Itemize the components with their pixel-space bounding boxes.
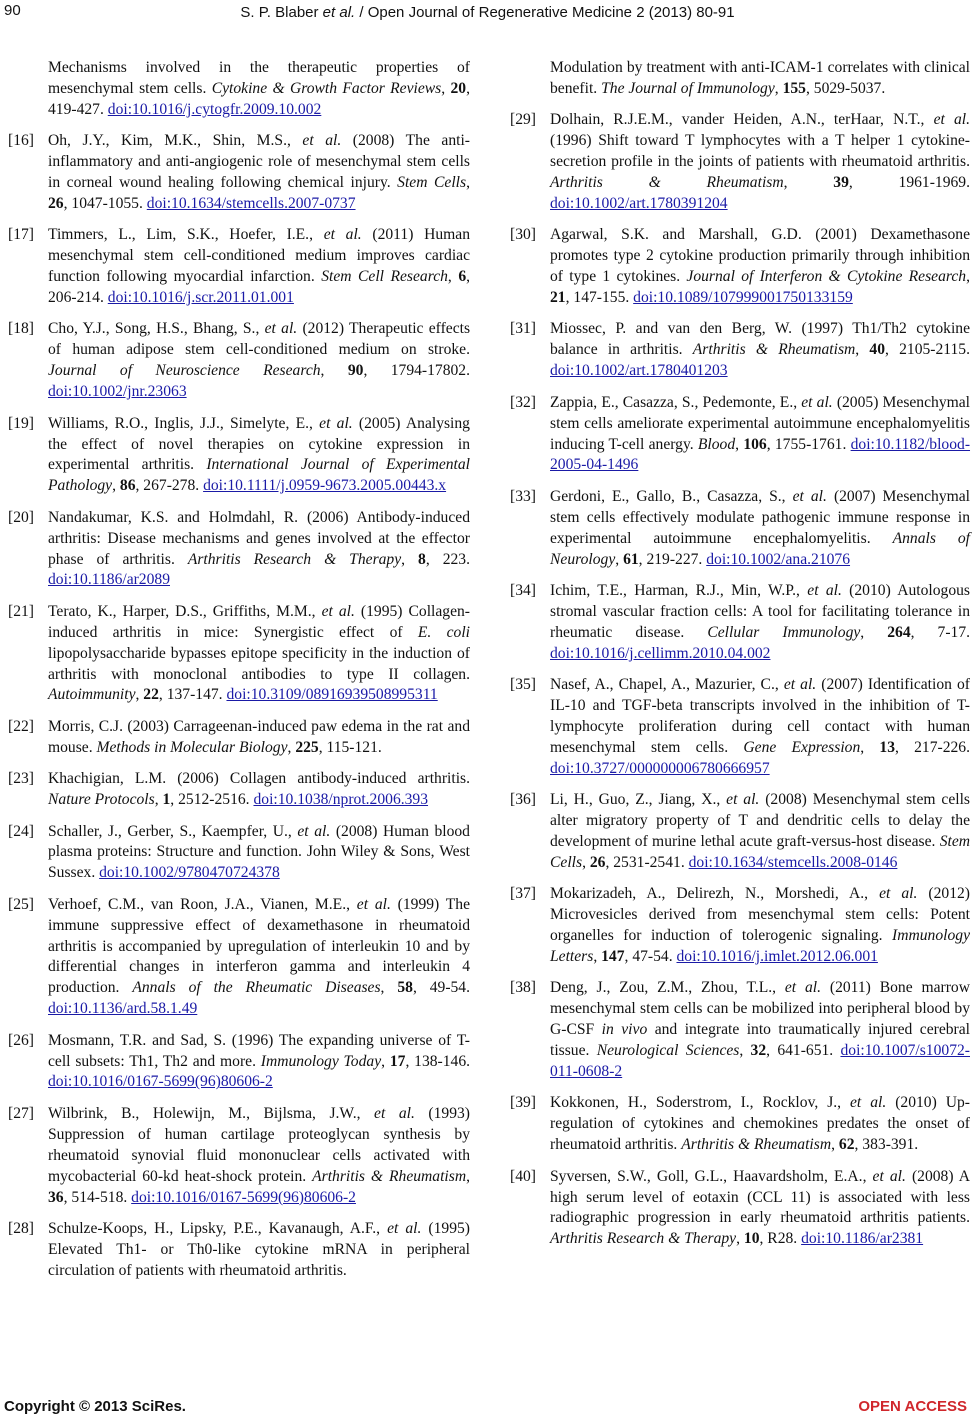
reference-volume: 106	[743, 435, 767, 453]
running-head-prefix: S. P. Blaber	[240, 4, 323, 21]
reference-italic-text: et al.	[297, 822, 331, 840]
reference-text: ,	[441, 79, 451, 97]
reference-volume: 10	[743, 1230, 760, 1248]
reference-text: Wilbrink, B., Holewijn, M., Bijlsma, J.W.,	[48, 1104, 375, 1122]
reference-number: [38]	[510, 979, 536, 997]
reference-entry	[8, 508, 470, 592]
reference-text: ,	[466, 1167, 470, 1185]
doi-link[interactable]: doi:10.3727/000000006780666957	[550, 759, 770, 777]
reference-text: Nandakumar, K.S. and Holmdahl, R. (2006) Antibody-induced arthritis: Disease mechanisms and genes involved at the effector phase of arthritis.	[48, 508, 470, 568]
reference-italic-text: Annals of Neurology	[550, 529, 970, 568]
reference-text: Miossec, P. and van den Berg, W. (1997) Th1/Th2 cytokine balance in arthritis.	[550, 320, 970, 359]
reference-text: , 115-121.	[318, 738, 382, 756]
reference-text: , 2512-2516.	[170, 791, 254, 809]
reference-italic-text: The Journal of Immunology	[601, 79, 775, 97]
open-access-label: OPEN ACCESS	[858, 1398, 967, 1415]
reference-volume: 225	[295, 738, 319, 756]
reference-text: , 2531-2541.	[605, 853, 689, 871]
reference-text: , 206-214.	[48, 268, 471, 307]
reference-text: , 223.	[425, 550, 470, 568]
page-number: 90	[4, 2, 21, 19]
reference-italic-text: Neurological Sciences	[596, 1042, 740, 1060]
reference-volume: 155	[782, 79, 806, 97]
reference-number: [18]	[8, 320, 34, 338]
doi-link[interactable]: doi:10.1186/ar2381	[801, 1230, 924, 1248]
reference-italic-text: Arthritis Research & Therapy	[550, 1230, 737, 1248]
reference-text: (2010) Autologous stromal vascular fraction cells: A tool for facilitating tolerance in rheumatic disease.	[550, 581, 970, 641]
reference-volume: 32	[750, 1042, 767, 1060]
doi-link[interactable]: doi:10.1038/nprot.2006.393	[253, 791, 429, 809]
reference-text: Khachigian, L.M. (2006) Collagen antibody-induced arthritis.	[48, 770, 470, 788]
reference-italic-text: Journal of Interferon & Cytokine Research	[686, 268, 967, 286]
reference-number: [34]	[510, 581, 536, 599]
reference-number: [31]	[510, 320, 536, 338]
reference-text: , 514-518.	[63, 1188, 132, 1206]
reference-number: [36]	[510, 791, 536, 809]
reference-italic-text: Annals of the Rheumatic Diseases	[132, 979, 381, 997]
reference-entry	[8, 1104, 470, 1209]
reference-text: (2012) Therapeutic effects of human adipose stem cell-conditioned medium on stroke.	[48, 320, 471, 359]
reference-italic-text: Cellular Immunology	[707, 623, 861, 641]
doi-link[interactable]: doi:10.1182/blood-2005-04-1496	[550, 435, 971, 474]
reference-italic-text: et al.	[801, 393, 833, 411]
reference-text: , 138-146.	[405, 1052, 471, 1070]
reference-volume: 86	[119, 477, 136, 495]
page-header	[0, 2, 975, 26]
reference-text: ,	[855, 341, 870, 359]
reference-text: and integrate into traumatically injured cerebral tissue.	[550, 1021, 970, 1060]
reference-italic-text: Blood	[697, 435, 736, 453]
reference-text: , R28.	[759, 1230, 802, 1248]
reference-entry	[510, 675, 970, 780]
reference-text: Verhoef, C.M., van Roon, J.A., Vianen, M.E.,	[48, 895, 357, 913]
reference-text: Terato, K., Harper, D.S., Griffiths, M.M.,	[48, 602, 322, 620]
reference-text: , 2105-2115.	[885, 341, 970, 359]
reference-volume: 147	[601, 947, 625, 965]
reference-text: (2007) Identification of IL-10 and TGF-beta transcripts involved in the inhibition of T-lymphocyte proliferation during cell contact with human mesenchymal stem cells.	[550, 676, 971, 756]
doi-link[interactable]: doi:10.1634/stemcells.2007-0737	[146, 194, 356, 212]
reference-text: Mosmann, T.R. and Sad, S. (1996) The expanding universe of T-cell subsets: Th1, Th2 and more.	[48, 1031, 470, 1070]
reference-entry	[8, 414, 470, 498]
reference-text: (2011) Bone marrow mesenchymal stem cells can be mobilized into peripheral blood by G-CSF	[550, 979, 970, 1039]
reference-text: (1999) The immune suppressive effect of dexamethasone in rheumatoid arthritis is accompanied by upregulation of interleukin 10 and by differential changes in interferon gamma and interleukin 4 production.	[48, 895, 470, 997]
reference-text: ,	[320, 362, 348, 380]
reference-italic-text: Stem Cells	[550, 832, 970, 871]
reference-text: ,	[860, 738, 880, 756]
reference-italic-text: Stem Cells	[397, 174, 467, 192]
reference-volume: 21	[550, 289, 566, 307]
reference-text: , 267-278.	[135, 477, 204, 495]
reference-number: [16]	[8, 132, 34, 150]
reference-text: Agarwal, S.K. and Marshall, G.D. (2001) Dexamethasone promotes type 2 cytokine production primarily through inhibition of type 1 cytokines.	[550, 226, 970, 286]
reference-number: [22]	[8, 717, 34, 735]
reference-text: Gerdoni, E., Gallo, B., Casazza, S.,	[550, 487, 793, 505]
reference-number: [19]	[8, 414, 34, 432]
reference-text: (2010) Up-regulation of cytokines and chemokines predates the onset of rheumatoid arthritis.	[550, 1094, 970, 1154]
reference-italic-text: et al.	[872, 1167, 906, 1185]
reference-number: [26]	[8, 1031, 34, 1049]
reference-italic-text: Arthritis & Rheumatism	[312, 1167, 467, 1185]
reference-volume: 1	[162, 791, 171, 809]
reference-italic-text: Nature Protocols	[48, 791, 155, 809]
reference-text: , 49-54.	[412, 979, 471, 997]
reference-text: , 219-227.	[638, 550, 707, 568]
reference-entry	[510, 393, 970, 477]
reference-italic-text: Stem Cell Research	[321, 268, 448, 286]
doi-link[interactable]: doi:10.1634/stemcells.2008-0146	[688, 853, 898, 871]
running-head-suffix: / Open Journal of Regenerative Medicine 2 (2013) 80-91	[355, 4, 735, 21]
reference-text: , 1794-17802.	[363, 362, 470, 380]
doi-link[interactable]: doi:10.1002/jnr.23063	[48, 383, 187, 401]
reference-italic-text: et al.	[726, 791, 760, 809]
reference-italic-text: et al.	[807, 581, 842, 599]
reference-entry	[8, 319, 470, 403]
reference-text: , 7-17.	[910, 623, 971, 641]
reference-text: , 137-147.	[158, 686, 227, 704]
reference-entry	[8, 131, 470, 215]
reference-text: Deng, J., Zou, Z.M., Zhou, T.L.,	[550, 979, 785, 997]
reference-text: ,	[112, 477, 120, 495]
reference-text: ,	[154, 791, 163, 809]
reference-entry	[510, 58, 970, 100]
reference-number: [27]	[8, 1104, 34, 1122]
reference-text: Williams, R.O., Inglis, J.J., Simelyte, E.,	[48, 414, 320, 432]
reference-text: Kokkonen, H., Soderstrom, I., Rocklov, J.,	[550, 1094, 851, 1112]
reference-italic-text: Arthritis & Rheumatism	[550, 174, 784, 192]
reference-number: [37]	[510, 885, 536, 903]
reference-text: Modulation by treatment with anti-ICAM-1 correlates with clinical benefit.	[550, 59, 970, 97]
doi-link[interactable]: doi:10.1002/ana.21076	[706, 550, 851, 568]
reference-text: Zappia, E., Casazza, S., Pedemonte, E.,	[550, 393, 802, 411]
reference-text: Dolhain, R.J.E.M., vander Heiden, A.N., terHaar, N.T.,	[550, 111, 934, 129]
reference-text: (2012) Microvesicles derived from mesenchymal stem cells: Potent organelles for induction of tolerogenic signaling.	[550, 885, 970, 945]
reference-text: , 47-54.	[624, 947, 677, 965]
reference-entry	[510, 319, 970, 382]
reference-italic-text: Immunology Today	[260, 1052, 382, 1070]
reference-text: ,	[966, 268, 971, 286]
reference-volume: 62	[838, 1136, 855, 1154]
doi-link[interactable]: doi:10.1016/j.imlet.2012.06.001	[676, 947, 878, 965]
reference-text: ,	[135, 686, 144, 704]
reference-text: , 1047-1055.	[63, 194, 147, 212]
reference-volume: 22	[143, 686, 159, 704]
reference-italic-text: Arthritis & Rheumatism	[681, 1136, 832, 1154]
reference-italic-text: in vivo	[601, 1021, 648, 1039]
reference-text: ,	[381, 1052, 390, 1070]
reference-italic-text: International Journal of Experimental Pathology	[48, 456, 471, 495]
doi-link[interactable]: doi:10.3109/08916939508995311	[226, 686, 438, 704]
reference-volume: 17	[389, 1052, 406, 1070]
reference-text: ,	[860, 623, 888, 641]
reference-text: , 383-391.	[854, 1136, 919, 1154]
reference-volume: 20	[450, 79, 467, 97]
reference-volume: 26	[589, 853, 606, 871]
reference-entry	[8, 769, 470, 811]
reference-text: Mokarizadeh, A., Delirezh, N., Morshedi, A.,	[550, 885, 880, 903]
left-reference-column	[8, 58, 470, 1292]
reference-text: , 147-155.	[565, 289, 634, 307]
reference-text: (2011) Human mesenchymal stem cell-conditioned medium improves cardiac function following myocardial infarction.	[48, 226, 470, 286]
copyright-notice: Copyright © 2013 SciRes.	[4, 1398, 186, 1415]
reference-entry	[510, 790, 970, 874]
reference-entry	[8, 225, 470, 309]
reference-entry	[510, 110, 970, 215]
reference-volume: 26	[48, 194, 64, 212]
reference-text: ,	[783, 174, 834, 192]
reference-entry	[8, 58, 470, 121]
reference-italic-text: Journal of Neuroscience Research	[48, 362, 321, 380]
reference-entry	[8, 822, 470, 885]
reference-volume: 13	[879, 738, 895, 756]
doi-link[interactable]: doi:10.1186/ar2089	[48, 571, 170, 589]
reference-text: , 1961-1969.	[848, 174, 971, 192]
reference-number: [21]	[8, 602, 34, 620]
reference-italic-text: et al.	[374, 1104, 415, 1122]
reference-text: ,	[380, 979, 398, 997]
reference-italic-text: et al.	[387, 1219, 422, 1237]
reference-text: ,	[401, 550, 419, 568]
reference-text: ,	[447, 268, 459, 286]
reference-text: (2008) A high serum level of eotaxin (CCL 11) is associated with less radiographic progression in early rheumatoid arthritis patients.	[550, 1167, 970, 1227]
reference-volume: 40	[869, 341, 885, 359]
reference-entry	[8, 717, 470, 759]
reference-text: ,	[615, 550, 624, 568]
doi-link[interactable]: doi:10.1007/s10072-011-0608-2	[550, 1042, 970, 1080]
reference-italic-text: Immunology Letters	[550, 927, 970, 965]
reference-text: Li, H., Guo, Z., Jiang, X.,	[550, 791, 727, 809]
reference-entry	[8, 1219, 470, 1282]
reference-volume: 6	[458, 268, 467, 286]
reference-italic-text: Arthritis & Rheumatism	[692, 341, 856, 359]
reference-text: , 1755-1761.	[766, 435, 851, 453]
reference-entry	[510, 487, 970, 571]
reference-text: (2005) Analysing the effect of novel therapies on cytokine expression in experimental arthritis.	[48, 414, 470, 474]
reference-text: (2008) The anti-inflammatory and anti-angiogenic role of mesenchymal stem cells in corneal wound healing following chemical injury.	[48, 132, 470, 192]
reference-italic-text: et al.	[792, 487, 827, 505]
reference-text: (1995) Collagen-induced arthritis in mice: Synergistic effect of	[48, 602, 470, 641]
running-head	[0, 4, 975, 21]
reference-volume: 36	[48, 1188, 64, 1206]
reference-number: [23]	[8, 770, 34, 788]
reference-text: ,	[593, 947, 602, 965]
reference-italic-text: et al.	[356, 895, 391, 913]
reference-volume: 39	[833, 174, 849, 192]
reference-entry	[510, 978, 970, 1083]
reference-italic-text: et al.	[784, 979, 822, 997]
reference-number: [24]	[8, 822, 34, 840]
reference-number: [33]	[510, 487, 536, 505]
reference-entry	[510, 884, 970, 968]
doi-link[interactable]: doi:10.1111/j.0959-9673.2005.00443.x	[203, 477, 447, 495]
reference-text: ,	[739, 1042, 751, 1060]
reference-text: Mechanisms involved in the therapeutic properties of mesenchymal stem cells.	[48, 59, 470, 97]
reference-entry	[510, 225, 970, 309]
reference-italic-text: et al.	[302, 132, 342, 150]
reference-entry	[8, 1031, 470, 1094]
reference-text: Oh, J.Y., Kim, M.K., Shin, M.S.,	[48, 132, 303, 150]
reference-number: [35]	[510, 676, 536, 694]
reference-italic-text: Arthritis Research & Therapy	[187, 550, 402, 568]
reference-text: ,	[466, 174, 470, 192]
reference-number: [32]	[510, 393, 536, 411]
doi-link[interactable]: doi:10.1089/107999001750133159	[633, 289, 853, 307]
reference-italic-text: et al.	[850, 1094, 887, 1112]
reference-text: , 5029-5037.	[805, 79, 886, 97]
reference-text: ,	[287, 738, 296, 756]
reference-number: [39]	[510, 1094, 536, 1112]
reference-text: (2007) Mesenchymal stem cells effectively modulate pathogenic immune response in experimental autoimmune encephalomyelitis.	[550, 487, 970, 547]
reference-italic-text: et al.	[783, 676, 817, 694]
reference-text: ,	[831, 1136, 839, 1154]
reference-number: [25]	[8, 895, 34, 913]
reference-italic-text: Methods in Molecular Biology	[96, 738, 288, 756]
doi-link[interactable]: doi:10.1002/art.1780391204	[550, 194, 728, 212]
right-reference-column	[510, 58, 970, 1261]
reference-italic-text: et al.	[933, 111, 970, 129]
reference-text: Nasef, A., Chapel, A., Mazurier, C.,	[550, 676, 784, 694]
doi-link[interactable]: doi:10.1002/art.1780401203	[550, 362, 728, 380]
reference-number: [28]	[8, 1219, 34, 1237]
reference-entry	[8, 602, 470, 707]
reference-text: , 217-226.	[894, 738, 970, 756]
reference-text: ,	[735, 435, 744, 453]
reference-volume: 90	[347, 362, 364, 380]
reference-italic-text: et al.	[319, 414, 353, 432]
reference-text: Timmers, L., Lim, S.K., Hoefer, I.E.,	[48, 226, 324, 244]
reference-text: Schaller, J., Gerber, S., Kaempfer, U.,	[48, 822, 298, 840]
reference-number: [30]	[510, 226, 536, 244]
reference-italic-text: E. coli	[417, 623, 470, 641]
reference-entry	[510, 1167, 970, 1251]
doi-link[interactable]: doi:10.1016/0167-5699(96)80606-2	[48, 1073, 273, 1091]
reference-text: Cho, Y.J., Song, H.S., Bhang, S.,	[48, 320, 265, 338]
reference-entry	[510, 581, 970, 665]
doi-link[interactable]: doi:10.1136/ard.58.1.49	[48, 1000, 198, 1018]
reference-italic-text: et al.	[879, 885, 918, 903]
reference-text: (1993) Suppression of human cartilage proteoglycan synthesis by rheumatoid synovial fluid mononuclear cells activated with mycobacterial 60-kd heat-shock protein.	[48, 1104, 470, 1185]
reference-volume: 264	[887, 623, 911, 641]
reference-volume: 61	[623, 550, 639, 568]
doi-link[interactable]: doi:10.1016/j.cytogfr.2009.10.002	[107, 100, 322, 118]
reference-italic-text: Cytokine & Growth Factor Reviews	[211, 79, 442, 97]
reference-italic-text: Autoimmunity	[48, 686, 136, 704]
reference-text: (2005) Mesenchymal stem cells ameliorate experimental autoimmune encephalomyelitis inducing T-cell anergy.	[550, 393, 970, 453]
doi-link[interactable]: doi:10.1016/0167-5699(96)80606-2	[131, 1188, 356, 1206]
reference-italic-text: Gene Expression	[743, 738, 861, 756]
reference-text: (1996) Shift toward T lymphocytes with a T helper 1 cytokine-secretion profile in the joints of patients with rheumatoid arthritis.	[550, 132, 970, 171]
reference-text: Ichim, T.E., Harman, R.J., Min, W.P.,	[550, 581, 808, 599]
reference-text: , 419-427.	[48, 79, 470, 118]
reference-text: ,	[736, 1230, 744, 1248]
reference-italic-text: et al.	[321, 602, 355, 620]
doi-link[interactable]: doi:10.1002/9780470724378	[99, 864, 280, 882]
reference-number: [20]	[8, 508, 34, 526]
reference-text: Syversen, S.W., Goll, G.L., Haavardsholm, E.A.,	[550, 1167, 873, 1185]
reference-text: ,	[582, 853, 590, 871]
reference-volume: 58	[397, 979, 413, 997]
reference-text: Schulze-Koops, H., Lipsky, P.E., Kavanaugh, A.F.,	[48, 1219, 388, 1237]
reference-number: [17]	[8, 226, 34, 244]
running-head-etal: et al.	[322, 4, 356, 21]
reference-entry	[8, 895, 470, 1020]
doi-link[interactable]: doi:10.1016/j.scr.2011.01.001	[107, 289, 294, 307]
reference-entry	[510, 1093, 970, 1156]
reference-text: ,	[774, 79, 783, 97]
doi-link[interactable]: doi:10.1016/j.cellimm.2010.04.002	[550, 644, 771, 662]
reference-text: Morris, C.J. (2003) Carrageenan-induced paw edema in the rat and mouse.	[48, 717, 470, 756]
reference-text: (2008) Mesenchymal stem cells alter migratory property of T and dendritic cells to delay the development of murine lethal acute graft-versus-host disease.	[550, 791, 971, 850]
reference-number: [40]	[510, 1167, 536, 1185]
reference-text: lipopolysaccharide bypasses epitope specificity in the induction of arthritis with monoclonal antibodies to type II collagen.	[48, 644, 470, 683]
reference-volume: 8	[418, 550, 426, 568]
reference-text: (2008) Human blood plasma proteins: Structure and function. John Wiley & Sons, West Sussex.	[48, 822, 470, 882]
reference-text: (1995) Elevated Th1- or Th0-like cytokine mRNA in peripheral circulation of patients with rheumatoid arthritis.	[48, 1219, 470, 1279]
reference-number: [29]	[510, 111, 536, 129]
reference-italic-text: et al.	[323, 226, 362, 244]
reference-text: , 641-651.	[766, 1042, 841, 1060]
reference-italic-text: et al.	[264, 320, 298, 338]
